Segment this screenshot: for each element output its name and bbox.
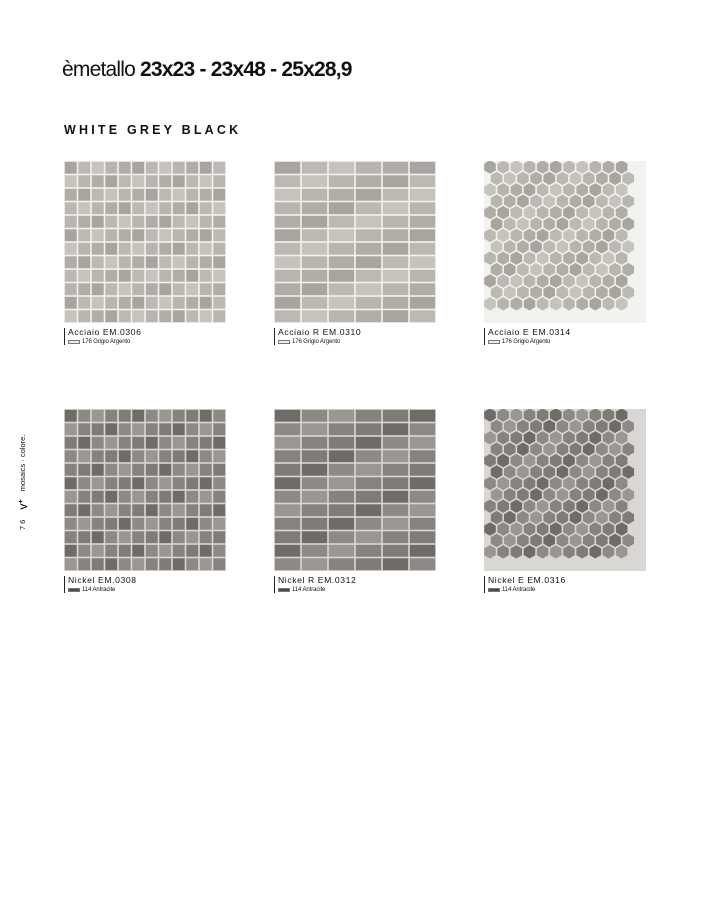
tile-image — [274, 409, 436, 571]
product-card[interactable] — [484, 409, 646, 593]
color-swatch — [278, 588, 290, 592]
color-swatch — [68, 340, 80, 344]
product-code: Nickel R EM.0312 — [278, 575, 357, 585]
color-label: 114 Antracite — [292, 586, 326, 593]
product-card[interactable] — [64, 161, 226, 345]
color-swatch — [488, 340, 500, 344]
product-code: Acciaio R EM.0310 — [278, 327, 362, 337]
product-card[interactable] — [64, 409, 226, 593]
color-label: 176 Grigio Argento — [292, 338, 341, 345]
product-card[interactable] — [484, 161, 646, 345]
tile-image — [64, 409, 226, 571]
color-label: 176 Grigio Argento — [82, 338, 131, 345]
brand-logo-icon: V+ — [16, 499, 29, 510]
page-number: 76 — [18, 517, 27, 530]
series-sizes: 23x23 - 23x48 - 25x28,9 — [140, 58, 352, 81]
series-name: èmetallo — [62, 58, 135, 81]
tile-image — [484, 409, 646, 571]
product-code: Nickel E EM.0316 — [488, 575, 566, 585]
product-card[interactable] — [274, 161, 436, 345]
color-label: 114 Antracite — [82, 586, 116, 593]
tile-image — [484, 161, 646, 323]
product-code: Nickel EM.0308 — [68, 575, 137, 585]
color-label: 176 Grigio Argento — [502, 338, 551, 345]
tile-image — [274, 161, 436, 323]
section-title: WHITE GREY BLACK — [64, 123, 242, 137]
product-code: Acciaio E EM.0314 — [488, 327, 571, 337]
tile-image — [64, 161, 226, 323]
color-label: 114 Antracite — [502, 586, 536, 593]
product-code: Acciaio EM.0306 — [68, 327, 142, 337]
color-swatch — [68, 588, 80, 592]
color-swatch — [488, 588, 500, 592]
brand-text: mosaics · colore. — [18, 434, 27, 492]
sidebar — [14, 420, 34, 540]
product-card[interactable] — [274, 409, 436, 593]
page-title — [62, 58, 352, 82]
color-swatch — [278, 340, 290, 344]
